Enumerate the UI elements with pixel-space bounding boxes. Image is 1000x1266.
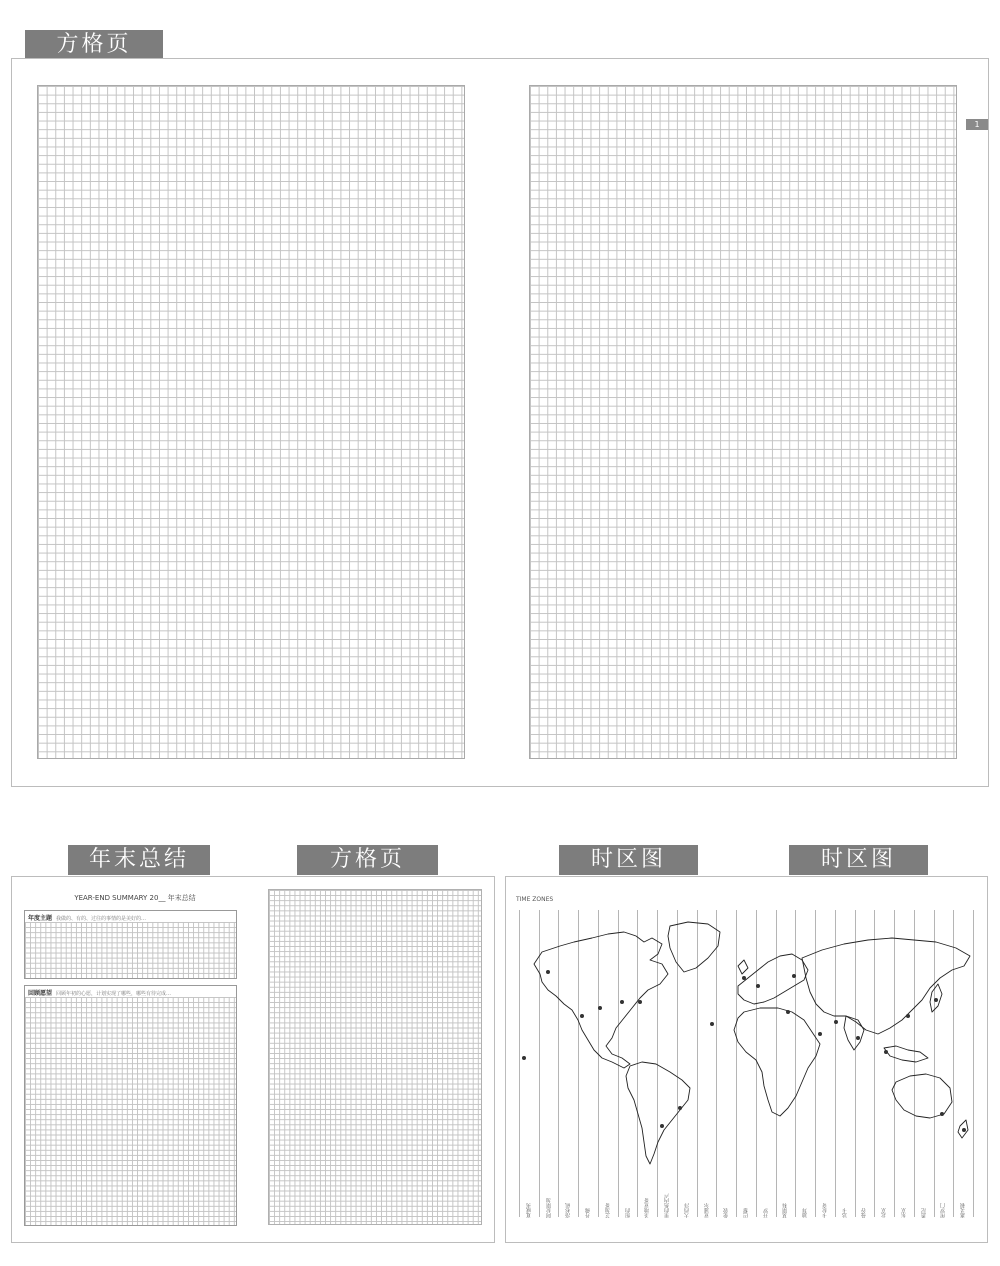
- review-wishes-grid: [25, 997, 236, 1225]
- south-america-outline: [626, 1062, 690, 1164]
- time-zone-city: 巴黎: [743, 1208, 749, 1218]
- city-dot: [710, 1022, 714, 1026]
- time-zone-city: 丹佛: [585, 1208, 592, 1218]
- tab-time-zone-left: 时区图: [559, 845, 698, 875]
- asia-outline: [802, 938, 970, 1034]
- city-dot: [940, 1112, 944, 1116]
- city-dot: [856, 1036, 860, 1040]
- city-dot: [834, 1020, 838, 1024]
- time-zone-city: 开罗: [762, 1208, 769, 1218]
- time-zone-city: 亚速尔: [703, 1203, 710, 1218]
- australia-outline: [892, 1074, 952, 1118]
- time-zone-city: 洛杉矶: [565, 1203, 572, 1218]
- time-zone-city: 伦敦: [723, 1208, 730, 1218]
- city-dot: [742, 976, 746, 980]
- page-number-tab: 1: [966, 119, 988, 130]
- city-dot: [792, 974, 796, 978]
- tab-grid-page-bottom: 方格页: [297, 845, 438, 875]
- summary-title: YEAR-END SUMMARY 20__ 年末总结: [74, 894, 196, 902]
- city-dot: [660, 1124, 664, 1128]
- review-wishes-hint: 回顾年初的心愿，计划实现了哪些，哪些有待完成…: [56, 991, 172, 997]
- year-theme-label: 年度主题: [28, 915, 53, 922]
- time-zone-city: 曼谷: [861, 1208, 868, 1218]
- uk-outline: [738, 960, 748, 974]
- city-dot: [522, 1056, 526, 1060]
- time-zone-city: 纽约: [624, 1208, 631, 1218]
- year-theme-head: [28, 913, 146, 922]
- review-wishes-head: [28, 988, 171, 997]
- world-map: [512, 912, 982, 1172]
- city-dot: [756, 984, 760, 988]
- grid-page-right: [529, 85, 957, 759]
- year-theme-grid: [25, 922, 236, 978]
- time-zone-city: 莫斯科: [782, 1203, 789, 1218]
- review-wishes-label: 回顾愿望: [28, 990, 53, 997]
- city-dot: [884, 1050, 888, 1054]
- time-zone-city: 大西洋: [683, 1203, 690, 1218]
- time-zone-city: 北京: [881, 1208, 888, 1218]
- time-zone-city: 里约热内卢: [664, 1193, 671, 1218]
- city-dot: [620, 1000, 624, 1004]
- time-zone-city: 迪拜: [802, 1208, 809, 1218]
- year-theme-hint: 我做的、有的、过往的事情的是美好的…: [56, 916, 147, 922]
- time-zone-city: 惠灵顿: [960, 1203, 967, 1218]
- tab-time-zone-right: 时区图: [789, 845, 928, 875]
- europe-outline: [738, 954, 808, 1004]
- city-dot: [598, 1006, 602, 1010]
- tab-year-end-summary: 年末总结: [68, 845, 210, 875]
- grid-page-left: [37, 85, 465, 759]
- africa-outline: [734, 1008, 820, 1116]
- time-zone-city: 所罗门: [940, 1203, 947, 1218]
- north-america-outline: [534, 932, 668, 1068]
- time-zones-label: TIME ZONES: [516, 896, 554, 903]
- city-dot: [638, 1000, 642, 1004]
- time-zone-city: 圣地亚哥: [644, 1198, 651, 1218]
- city-dot: [786, 1010, 790, 1014]
- city-dot: [906, 1014, 910, 1018]
- city-dot: [962, 1128, 966, 1132]
- time-zone-city: 东京: [900, 1208, 907, 1218]
- time-zone-city: 夏威夷: [525, 1203, 532, 1218]
- sea-islands-outline: [884, 1046, 928, 1062]
- time-zone-city: 阿拉斯加: [545, 1198, 552, 1218]
- grid-page-small: [268, 889, 482, 1225]
- time-zone-city: 悉尼: [920, 1208, 927, 1218]
- city-dot: [580, 1014, 584, 1018]
- tab-grid-page: 方格页: [25, 30, 163, 60]
- greenland-outline: [668, 922, 720, 972]
- time-zone-city: 达卡: [841, 1208, 848, 1218]
- city-dot: [934, 998, 938, 1002]
- time-zone-city: 芝加哥: [604, 1203, 611, 1218]
- city-dot: [678, 1106, 682, 1110]
- city-dot: [818, 1032, 822, 1036]
- city-dot: [546, 970, 550, 974]
- time-zone-city: 卡拉奇: [821, 1203, 828, 1218]
